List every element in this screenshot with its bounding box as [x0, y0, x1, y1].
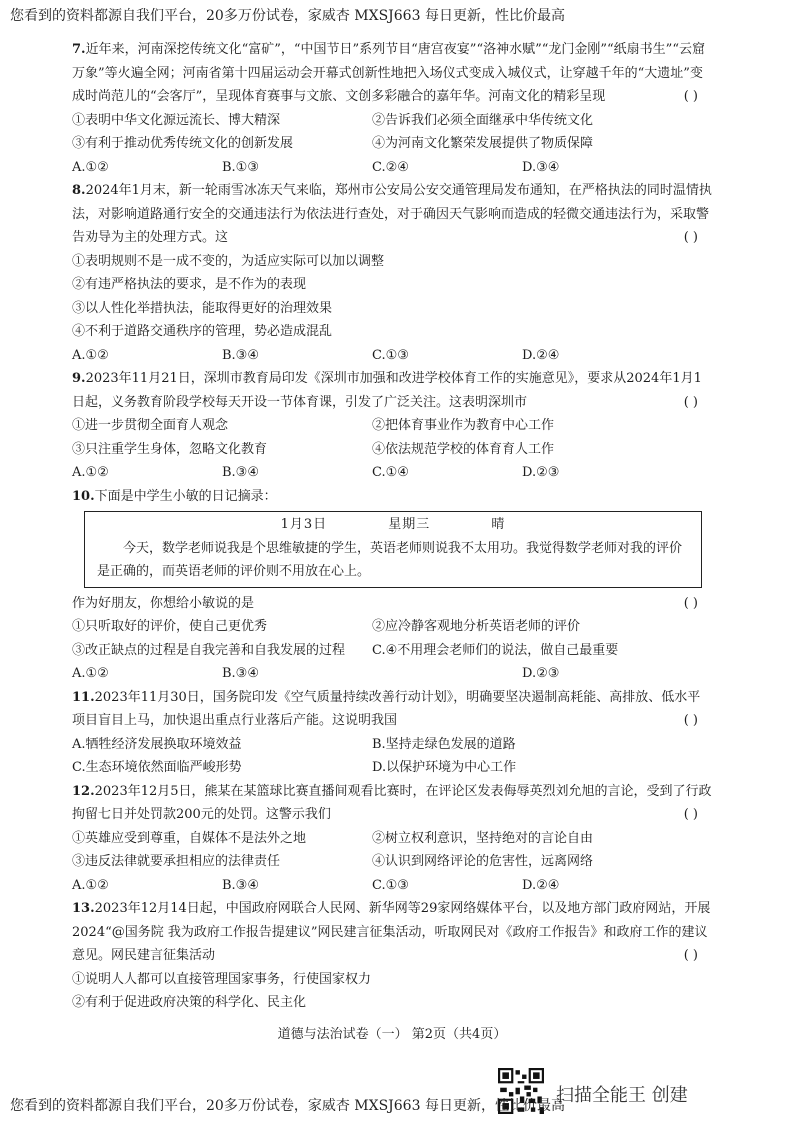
option-item: ②有违严格执法的要求，是不作为的表现	[72, 277, 307, 292]
choice: C.①③	[372, 347, 409, 363]
option-item: ④不利于道路交通秩序的管理，势必造成混乱	[72, 324, 333, 339]
choice: D.②③	[522, 465, 560, 480]
option-item: ①英雄应受到尊重，自媒体不是法外之地	[72, 830, 307, 846]
diary-date: 1月3日	[280, 517, 328, 532]
question-number: 10.	[72, 488, 95, 504]
answer-paren: ( )	[683, 948, 698, 963]
choice: D.②④	[522, 877, 560, 893]
choice: B.③④	[222, 666, 259, 681]
top-banner: 您看到的资料都源自我们平台，20多万份试卷，家威杏 MXSJ663 每日更新，性比价最高	[10, 8, 565, 24]
choice: A.①②	[72, 347, 109, 363]
bottom-banner: 您看到的资料都源自我们平台，20多万份试卷，家威杏 MXSJ663 每日更新，性比价最高	[10, 1098, 565, 1114]
choice: B.③④	[222, 347, 259, 363]
exam-page	[72, 38, 712, 1046]
question-stem: 下面是中学生小敏的日记摘录：	[94, 488, 277, 504]
choice: C.生态环境依然面临严峻形势	[72, 760, 242, 775]
option-item: ④认识到网络评论的危害性，远离网络	[372, 854, 594, 869]
choice: D.以保护环境为中心工作	[372, 760, 517, 775]
choice: B.③④	[222, 465, 259, 480]
diary-box	[84, 511, 702, 588]
answer-paren: ( )	[683, 394, 698, 410]
answer-paren: ( )	[683, 89, 698, 104]
question-12	[72, 780, 712, 898]
choice: C.②④	[372, 159, 409, 175]
question-number: 11.	[72, 689, 95, 705]
question-stem: 2023年11月21日，深圳市教育局印发《深圳市加强和改进学校体育工作的实施意见》，要求从2024年1月1日起，义务教育阶段学校每天开设一节体育课，引发了广泛关注。这表明深圳市	[72, 371, 702, 410]
choice: D.②③	[522, 666, 560, 681]
choice: A.①②	[72, 666, 109, 681]
choice: D.②④	[522, 347, 560, 363]
option-item: ④为河南文化繁荣发展提供了物质保障	[372, 136, 594, 151]
option-item: ③改正缺点的过程是自我完善和自我发展的过程	[72, 642, 346, 658]
option-item: ②树立权利意识，坚持绝对的言论自由	[372, 830, 594, 846]
diary-weekday: 星期三	[388, 517, 431, 532]
question-number: 13.	[72, 901, 95, 916]
answer-paren: ( )	[683, 230, 698, 245]
choice: A.①②	[72, 465, 109, 480]
question-stem: 2024年1月末，新一轮雨雪冰冻天气来临，郑州市公安局公安交通管理局发布通知，在严格执法的同时温情执法，对影响道路通行安全的交通违法行为依法进行查处，对于确因天气影响而造成的轻微交通违法行为，采取警告劝导为主的处理方式。这	[72, 183, 712, 245]
option-item: ④依法规范学校的体育育人工作	[372, 441, 555, 457]
question-13	[72, 897, 712, 1015]
option-item: ③以人性化举措执法，能取得更好的治理效果	[72, 300, 333, 316]
choice: B.坚持走绿色发展的道路	[372, 736, 516, 752]
question-stem: 2023年12月14日起，中国政府网联合人民网、新华网等29家网络媒体平台，以及地方部门政府网站，开展2024“@国务院 我为政府工作报告提建议”网民建言征集活动，听取网民对《政府工作报告》和政府工作的建议意见。网民建言征集活动	[72, 901, 711, 963]
choice: A.牺牲经济发展换取环境效益	[72, 736, 242, 752]
question-11	[72, 686, 712, 780]
choice: B.③④	[222, 877, 259, 893]
option-item: ①进一步贯彻全面育人观念	[72, 418, 229, 433]
question-8	[72, 179, 712, 367]
option-item: ②应冷静客观地分析英语老师的评价	[372, 619, 581, 634]
question-number: 9.	[72, 371, 86, 386]
question-stem: 2023年12月5日，熊某在某篮球比赛直播间观看比赛时，在评论区发表侮辱英烈刘允旭的言论，受到了行政拘留七日并处罚款200元的处罚。这警示我们	[72, 783, 712, 822]
answer-paren: ( )	[683, 713, 698, 728]
option-item: ②把体育事业作为教育中心工作	[372, 418, 555, 433]
choice: B.①③	[222, 159, 259, 175]
diary-text: 今天，数学老师说我是个思维敏捷的学生，英语老师则说我不太用功。我觉得数学老师对我的评价是正确的，而英语老师的评价则不用放在心上。	[97, 540, 683, 579]
question-7	[72, 38, 712, 179]
choice: C.①③	[372, 877, 409, 893]
option-item: ②告诉我们必须全面继承中华传统文化	[372, 112, 594, 128]
question-number: 8.	[72, 183, 86, 198]
option-item: ①说明人人都可以直接管理国家事务，行使国家权力	[72, 971, 372, 987]
camscanner-watermark: 扫描全能王 创建	[556, 1085, 688, 1106]
answer-paren: ( )	[683, 595, 698, 611]
option-item: ③违反法律就要承担相应的法律责任	[72, 854, 281, 869]
choice: A.①②	[72, 877, 109, 893]
option-item: ②有利于促进政府决策的科学化、民主化	[72, 995, 307, 1010]
option-item: ③只注重学生身体，忽略文化教育	[72, 441, 268, 457]
option-item: ①表明规则不是一成不变的，为适应实际可以加以调整	[72, 253, 385, 269]
option-item: ①只听取好的评价，使自己更优秀	[72, 619, 268, 634]
option-item: C.④不用理会老师们的说法，做自己最重要	[372, 642, 619, 658]
question-10	[72, 485, 712, 686]
choice: A.①②	[72, 159, 109, 175]
page-footer: 道德与法治试卷（一） 第2页（共4页）	[277, 1026, 507, 1042]
diary-weather: 晴	[491, 517, 506, 532]
answer-paren: ( )	[683, 807, 698, 822]
question-number: 12.	[72, 783, 95, 799]
question-number: 7.	[72, 42, 86, 57]
choice: D.③④	[522, 159, 560, 175]
choice: C.①④	[372, 465, 409, 480]
question-stem: 2023年11月30日，国务院印发《空气质量持续改善行动计划》，明确要坚决遏制高耗能、高排放、低水平项目盲目上马，加快退出重点行业落后产能。这说明我国	[72, 689, 701, 728]
option-item: ①表明中华文化源远流长、博大精深	[72, 112, 281, 128]
question-9	[72, 367, 712, 485]
option-item: ③有利于推动优秀传统文化的创新发展	[72, 136, 294, 151]
question-stem: 作为好朋友，你想给小敏说的是	[72, 595, 255, 611]
question-stem: 近年来，河南深挖传统文化“富矿”，“中国节日”系列节目“唐宫夜宴”“洛神水赋”“龙门金刚”“纸扇书生”“云窟万象”等火遍全网；河南省第十四届运动会开幕式创新性地把入场仪式变成入城仪式，让穿越千年的“大遗址”变成时尚范儿的“会客厅”，呈现体育赛事与文旅、文创多彩融合的嘉年华。河南文化的精彩呈现	[72, 42, 705, 104]
